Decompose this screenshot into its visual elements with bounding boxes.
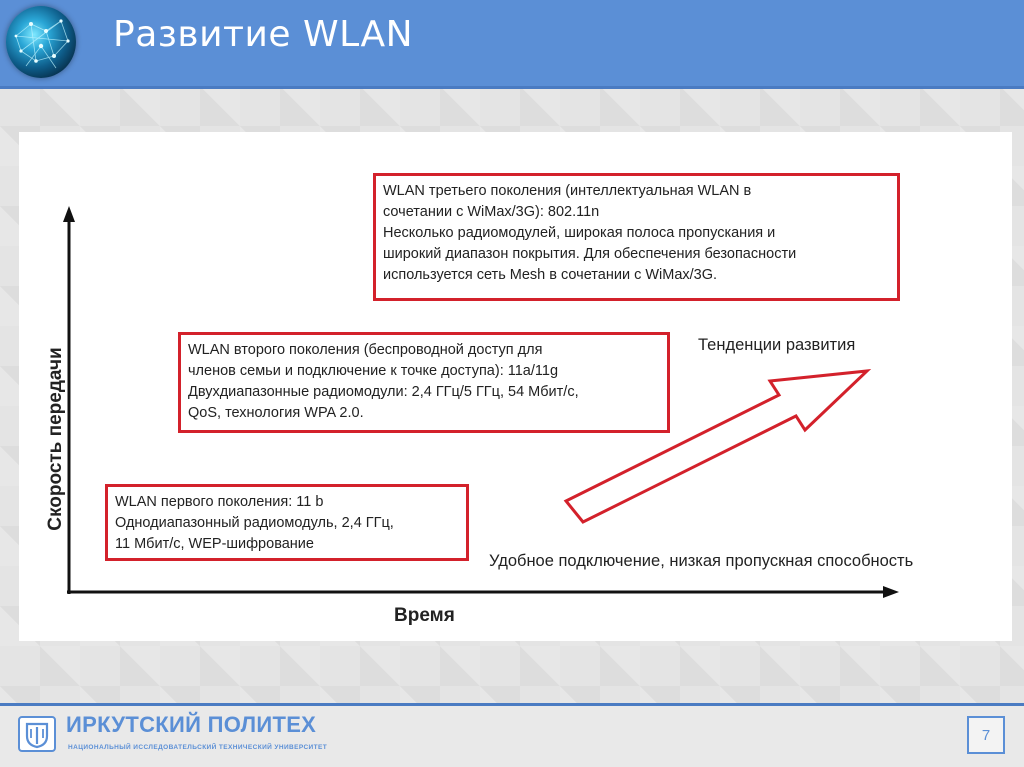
gen1-line-1: WLAN первого поколения: 11 b — [115, 494, 324, 510]
gen2-line-4: QoS, технология WPA 2.0. — [188, 405, 364, 421]
bottom-label: Удобное подключение, низкая пропускная способность — [489, 552, 914, 570]
x-axis-arrowhead — [883, 586, 899, 598]
gen3-line-1: WLAN третьего поколения (интеллектуальная WLAN в — [383, 183, 752, 199]
gen3-line-3: Несколько радиомодулей, широкая полоса пропускания и — [383, 225, 776, 241]
gen3-line-2: сочетании с WiMax/3G): 802.11n — [383, 204, 600, 220]
gen2-line-1: WLAN второго поколения (беспроводной доступ для — [188, 342, 543, 358]
gen2-line-3: Двухдиапазонные радиомодули: 2,4 ГГц/5 ГГц, 54 Мбит/с, — [188, 384, 579, 400]
y-axis-label: Скорость передачи — [45, 347, 66, 531]
gen3-box — [373, 173, 900, 301]
slide-title: Развитие WLAN — [113, 14, 414, 55]
trend-label: Тенденции развития — [698, 336, 856, 354]
university-logo-icon — [18, 716, 56, 752]
gen3-line-5: используется сеть Mesh в сочетании с WiMax/3G. — [383, 267, 718, 283]
gen2-box — [178, 332, 670, 433]
gen1-line-3: 11 Мбит/с, WEP-шифрование — [115, 536, 314, 552]
brand-subtitle: НАЦИОНАЛЬНЫЙ ИССЛЕДОВАТЕЛЬСКИЙ ТЕХНИЧЕСКИЙ УНИВЕРСИТЕТ — [68, 744, 328, 751]
x-axis-label: Время — [394, 605, 455, 626]
gen2-line-2: членов семьи и подключение к точке доступа): 11a/11g — [188, 363, 559, 379]
gen1-box — [105, 484, 469, 561]
gen1-line-2: Однодиапазонный радиомодуль, 2,4 ГГц, — [115, 515, 394, 531]
y-axis-arrowhead — [63, 206, 75, 222]
brand-name: ИРКУТСКИЙ ПОЛИТЕХ — [66, 712, 317, 737]
gen3-line-4: широкий диапазон покрытия. Для обеспечения безопасности — [383, 246, 797, 262]
page-number: 7 — [967, 716, 1005, 754]
